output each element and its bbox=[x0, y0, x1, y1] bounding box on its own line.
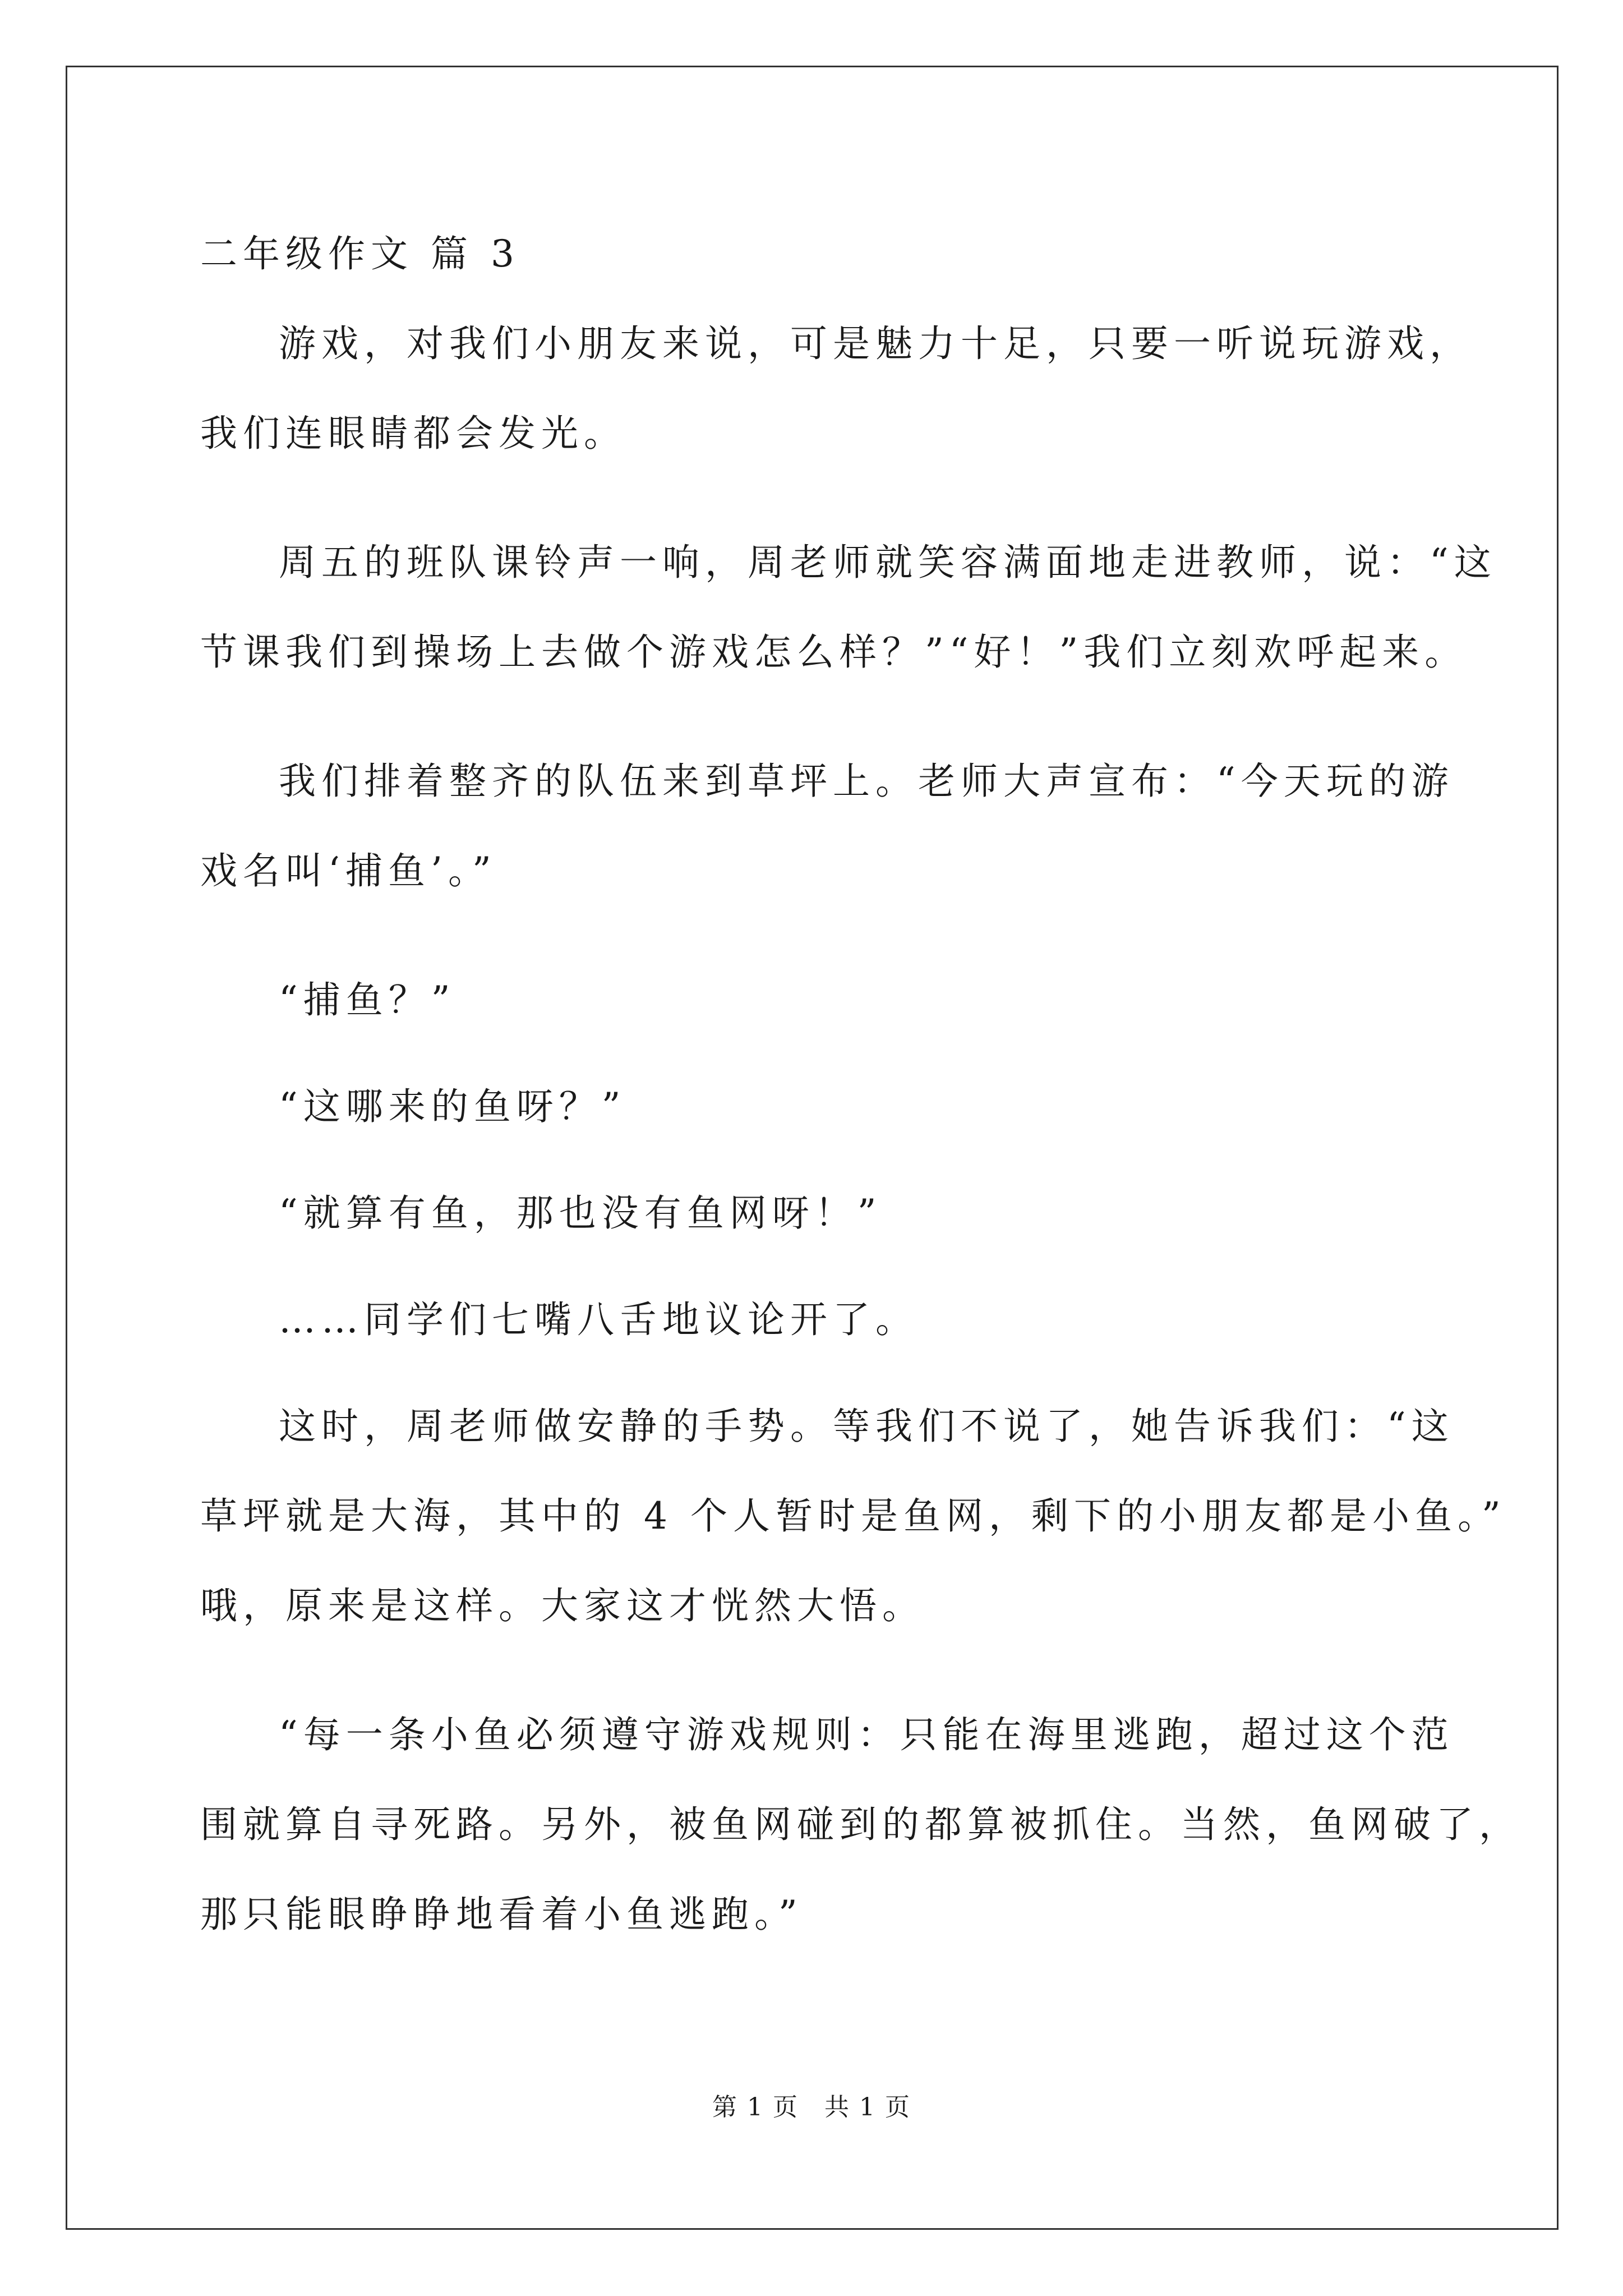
text-line: 节课我们到操场上去做个游戏怎么样？”“好！”我们立刻欢呼起来。 bbox=[200, 631, 1468, 674]
text-line: 这时，周老师做安静的手势。等我们不说了，她告诉我们：“这 bbox=[279, 1405, 1454, 1448]
text-line: 那只能眼睁睁地看着小鱼逃跑。” bbox=[200, 1893, 803, 1936]
text-line: “每一条小鱼必须遵守游戏规则：只能在海里逃跑，超过这个范 bbox=[279, 1713, 1454, 1756]
text-line: “捕鱼？” bbox=[279, 978, 456, 1022]
text-line: 游戏，对我们小朋友来说，可是魅力十足，只要一听说玩游戏， bbox=[279, 322, 1472, 365]
text-line: 我们连眼睛都会发光。 bbox=[200, 412, 626, 455]
text-line: 围就算自寻死路。另外，被鱼网碰到的都算被抓住。当然，鱼网破了， bbox=[200, 1803, 1521, 1846]
text-line: ……同学们七嘴八舌地议论开了。 bbox=[279, 1298, 918, 1341]
text-line: 戏名叫‘捕鱼’。” bbox=[200, 849, 497, 892]
text-line: 哦，原来是这样。大家这才恍然大悟。 bbox=[200, 1584, 925, 1627]
text-line: “就算有鱼，那也没有鱼网呀！” bbox=[279, 1191, 882, 1235]
page-footer: 第 1 页 共 1 页 bbox=[712, 2093, 911, 2122]
text-line: 周五的班队课铃声一响，周老师就笑容满面地走进教师，说：“这 bbox=[279, 541, 1497, 584]
text-line: “这哪来的鱼呀？” bbox=[279, 1085, 626, 1128]
text-line: 我们排着整齐的队伍来到草坪上。老师大声宣布：“今天玩的游 bbox=[279, 760, 1454, 803]
text-line: 草坪就是大海，其中的 4 个人暂时是鱼网，剩下的小朋友都是小鱼。” bbox=[200, 1494, 1506, 1538]
document-heading: 二年级作文 篇 3 bbox=[200, 232, 520, 275]
